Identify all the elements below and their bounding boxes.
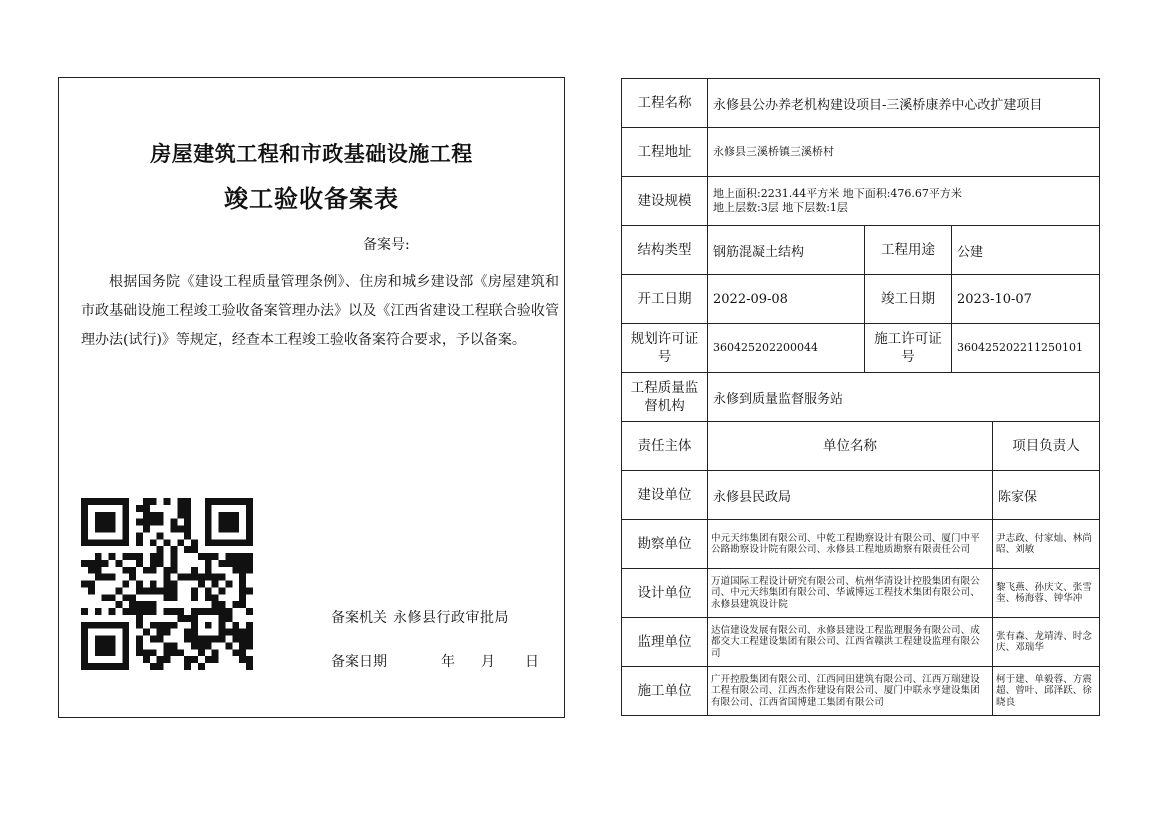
- finish-date-value: 2023-10-07: [952, 275, 1100, 324]
- scale-label: 建设规模: [622, 177, 708, 226]
- role-label: 设计单位: [622, 569, 708, 618]
- unit-name: 永修县民政局: [708, 471, 993, 520]
- unit-name: 广开控股集团有限公司、江西同田建筑有限公司、江西万瑞建设工程有限公司、江西杰作建设有限公司、厦门中联永亨建设集团有限公司、江西省国博建工集团有限公司: [708, 667, 993, 716]
- start-date-value: 2022-09-08: [708, 275, 865, 324]
- address-value: 永修县三溪桥镇三溪桥村: [708, 128, 1100, 177]
- scale-floors: 地上层数:3层 地下层数:1层: [713, 201, 848, 214]
- form-subtitle: 竣工验收备案表: [224, 184, 399, 213]
- filing-agency-label: 备案机关: [331, 610, 387, 626]
- unit-name: 万道国际工程设计研究有限公司、杭州华清设计控股集团有限公司、中元天纬集团有限公司、华诚博远工程技术集团有限公司、永修县建筑设计院: [708, 569, 993, 618]
- qr-code-icon: [81, 498, 253, 670]
- table-row: [622, 569, 1100, 618]
- project-leader: 尹志政、付家灿、林尚昭、刘敏: [993, 520, 1100, 569]
- unit-name: 中元天纬集团有限公司、中乾工程勘察设计有限公司、厦门中平公路勘察设计院有限公司、永修县工程地质勘察有限责任公司: [708, 520, 993, 569]
- start-date-label: 开工日期: [622, 275, 708, 324]
- address-label: 工程地址: [622, 128, 708, 177]
- role-label: 建设单位: [622, 471, 708, 520]
- construction-permit-label: 施工许可证号: [865, 324, 952, 373]
- structure-value: 钢筋混凝土结构: [708, 226, 865, 275]
- construction-permit-value: 360425202211250101: [952, 324, 1100, 373]
- role-label: 监理单位: [622, 618, 708, 667]
- filing-agency-value: 永修县行政审批局: [393, 610, 509, 626]
- scale-value: [708, 177, 1100, 226]
- project-leader: 柯于建、单毅蓉、方震超、曾叶、邱泽跃、徐晓良: [993, 667, 1100, 716]
- project-name-label: 工程名称: [622, 79, 708, 128]
- scale-area: 地上面积:2231.44平方米 地下面积:476.67平方米: [713, 187, 962, 200]
- project-leader: 陈家保: [993, 471, 1100, 520]
- filing-date: [331, 651, 551, 671]
- unit-name-header: 单位名称: [708, 422, 993, 471]
- filing-agency: [331, 607, 509, 627]
- table-row: [622, 471, 1100, 520]
- role-label: 施工单位: [622, 667, 708, 716]
- plan-permit-label: 规划许可证号: [622, 324, 708, 373]
- supervision-value: 永修到质量监督服务站: [708, 373, 1100, 422]
- year-label: 年: [441, 654, 455, 670]
- project-info-table: [621, 78, 1100, 716]
- form-title: 房屋建筑工程和市政基础设施工程: [150, 141, 473, 166]
- day-label: 日: [525, 654, 539, 670]
- record-number-label: 备案号:: [363, 237, 410, 253]
- project-leader: 张有森、龙靖涛、时念庆、邓瑞华: [993, 618, 1100, 667]
- month-label: 月: [481, 654, 495, 670]
- responsible-party-header: 责任主体: [622, 422, 708, 471]
- filing-date-label: 备案日期: [331, 654, 387, 670]
- filing-form-page: [58, 77, 565, 718]
- role-label: 勘察单位: [622, 520, 708, 569]
- usage-label: 工程用途: [865, 226, 952, 275]
- project-leader-header: 项目负责人: [993, 422, 1100, 471]
- table-row: [622, 667, 1100, 716]
- usage-value: 公建: [952, 226, 1100, 275]
- filing-statement: 根据国务院《建设工程质量管理条例》、住房和城乡建设部《房屋建筑和市政基础设施工程竣工验收备案管理办法》以及《江西省建设工程联合验收管理办法(试行)》等规定，经查本工程竣工验收备案符合要求，予以备案。: [81, 274, 559, 348]
- unit-name: 达信建设发展有限公司、永修县建设工程监理服务有限公司、成都交大工程建设集团有限公司、江西省赣洪工程建设监理有限公司: [708, 618, 993, 667]
- project-name-value: 永修县公办养老机构建设项目-三溪桥康养中心改扩建项目: [708, 79, 1100, 128]
- structure-label: 结构类型: [622, 226, 708, 275]
- table-row: [622, 520, 1100, 569]
- project-leader: 黎飞燕、孙庆文、张雪奎、杨海蓉、钟华冲: [993, 569, 1100, 618]
- supervision-label: 工程质量监督机构: [622, 373, 708, 422]
- plan-permit-value: 360425202200044: [708, 324, 865, 373]
- finish-date-label: 竣工日期: [865, 275, 952, 324]
- table-row: [622, 618, 1100, 667]
